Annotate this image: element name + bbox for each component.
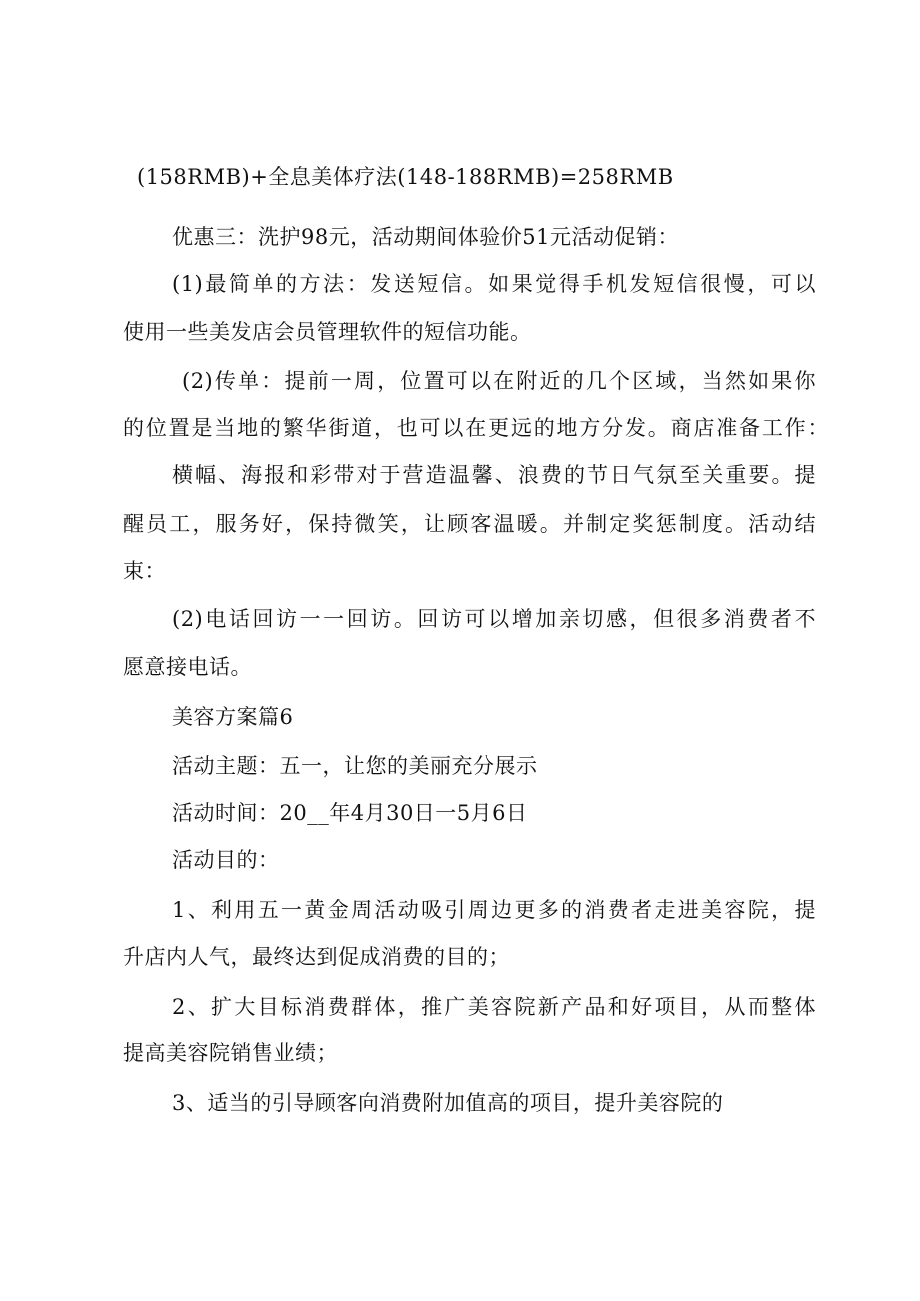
text-line-phone-callback-cont: 愿意接电话。: [123, 655, 252, 679]
text-line-end: 束：: [123, 559, 166, 583]
text-line-banners: 横幅、海报和彩带对于营造温馨、浪费的节日气氛至关重要。提: [172, 463, 816, 487]
text-line-offer-three: 优惠三：洗护98元，活动期间体验价51元活动促销：: [172, 225, 679, 249]
text-line-purpose-1: 1、利用五一黄金周活动吸引周边更多的消费者走进美容院，提: [172, 898, 816, 922]
text-line-flyer: (2)传单：提前一周，位置可以在附近的几个区域，当然如果你: [182, 369, 816, 393]
text-line-sms-method-cont: 使用一些美发店会员管理软件的短信功能。: [123, 320, 532, 344]
text-line-banners-cont: 醒员工，服务好，保持微笑，让顾客温暖。并制定奖惩制度。活动结: [123, 512, 816, 536]
text-line-purpose-2-cont: 提高美容院销售业绩；: [123, 1041, 338, 1065]
text-line-purpose-1-cont: 升店内人气，最终达到促成消费的目的；: [123, 945, 510, 969]
text-line-activity-time: 活动时间：20__年4月30日一5月6日: [172, 801, 528, 825]
text-line-sms-method: (1)最简单的方法：发送短信。如果觉得手机发短信很慢，可以: [172, 272, 816, 296]
section-heading-plan-6: 美容方案篇6: [172, 705, 294, 729]
text-line-activity-purpose: 活动目的：: [172, 848, 280, 872]
text-line-purpose-2: 2、扩大目标消费群体，推广美容院新产品和好项目，从而整体: [172, 995, 816, 1019]
text-line-price-formula: (158RMB)+全息美体疗法(148-188RMB)=258RMB: [137, 165, 674, 189]
text-line-flyer-cont: 的位置是当地的繁华街道，也可以在更远的地方分发。商店准备工作：: [123, 416, 829, 440]
text-line-phone-callback: (2)电话回访一一回访。回访可以增加亲切感，但很多消费者不: [172, 607, 816, 631]
text-line-activity-theme: 活动主题：五一，让您的美丽充分展示: [172, 754, 538, 778]
text-line-purpose-3: 3、适当的引导顾客向消费附加值高的项目，提升美容院的: [172, 1091, 724, 1115]
